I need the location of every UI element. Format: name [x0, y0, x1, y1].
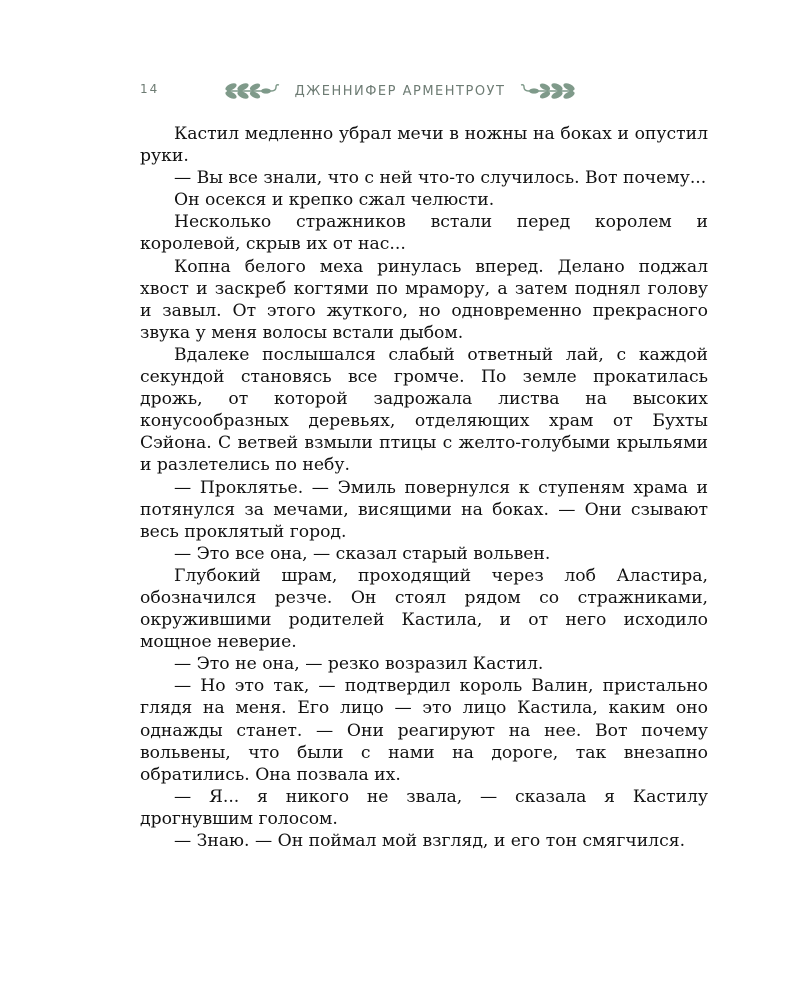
laurel-sprig-right-icon	[515, 79, 579, 103]
paragraph: Глубокий шрам, проходящий через лоб Аластира, обозначился резче. Он стоял рядом со стражниками, окружившими родителей Кастила, и от него исходило мощное неверие.	[140, 565, 708, 653]
paragraph: — Я... я никого не звала, — сказала я Кастилу дрогнувшим голосом.	[140, 786, 708, 829]
running-header	[0, 74, 800, 108]
book-author: ДЖЕННИФЕР АРМЕНТРОУТ	[294, 83, 506, 99]
paragraph: — Но это так, — подтвердил король Валин, пристально глядя на меня. Его лицо — это лицо Кастила, каким оно однажды станет. — Они реагируют на нее. Вот почему вольвены, что были с нами на дороге, так внезапно обратились. Она позвала их.	[140, 676, 708, 785]
paragraph: — Проклятье. — Эмиль повернулся к ступеням храма и потянулся за мечами, висящими на боках. — Они сзывают весь проклятый город.	[140, 477, 708, 542]
page-number: 14	[140, 82, 160, 96]
paragraph: — Вы все знали, что с ней что-то случилось. Вот почему...	[174, 168, 707, 189]
body-text	[140, 123, 708, 852]
paragraph: Копна белого меха ринулась вперед. Делано поджал хвост и заскреб когтями по мрамору, а затем поднял голову и завыл. От этого жуткого, но одновременно прекрасного звука у меня волосы встали дыбом.	[140, 256, 708, 343]
paragraph: — Знаю. — Он поймал мой взгляд, и его тон смягчился.	[174, 831, 686, 851]
paragraph: — Это все она, — сказал старый вольвен.	[174, 543, 551, 564]
paragraph: Несколько стражников встали перед королем и королевой, скрыв их от нас...	[140, 212, 708, 255]
paragraph: Вдалеке послышался слабый ответный лай, с каждой секундой становясь все громче. По земле прокатилась дрожь, от которой задрожала листва на высоких конусообразных деревьях, отделяющих храм от Бухты Сэйона. С ветвей взмыли птицы с желто-голубыми крыльями и разлетелись по небу.	[140, 344, 708, 476]
paragraph: Кастил медленно убрал мечи в ножны на боках и опустил руки.	[140, 124, 708, 167]
laurel-sprig-left-icon	[221, 79, 285, 103]
paragraph: Он осекся и крепко сжал челюсти.	[174, 190, 495, 211]
running-head	[0, 74, 800, 108]
paragraph: — Это не она, — резко возразил Кастил.	[174, 654, 544, 675]
